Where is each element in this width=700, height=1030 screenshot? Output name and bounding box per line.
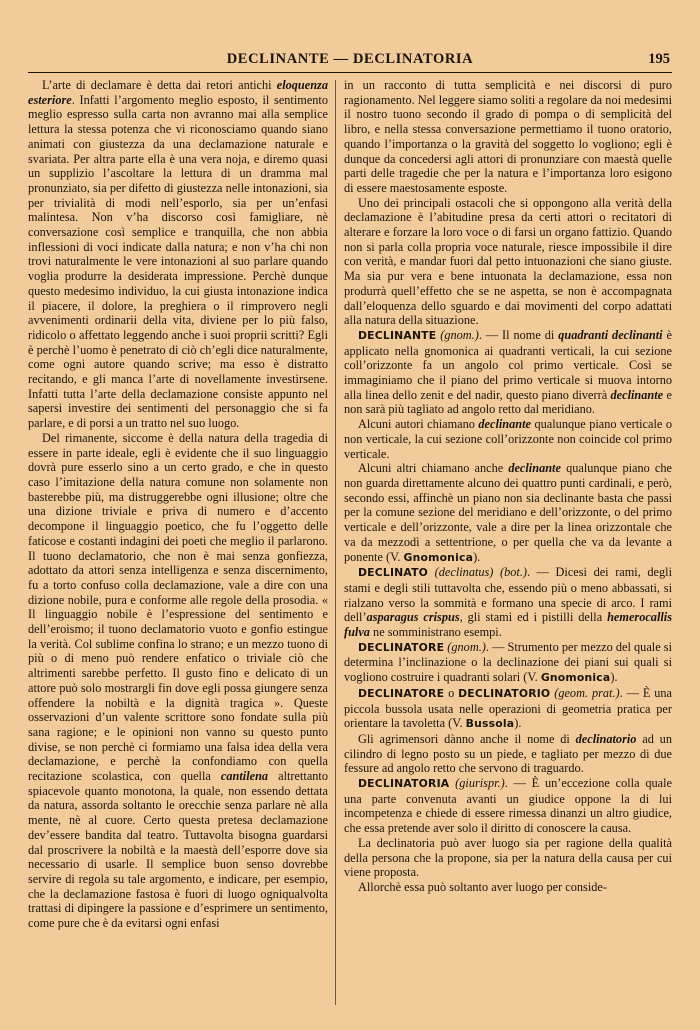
entry-term: DECLINATORIO <box>458 686 551 700</box>
paragraph: in un racconto di tutta semplicità e nei discorsi di puro ragionamento. Nel leggere siamo soliti a regolare da noi medesimi il nostro tuono secondo il grado di pompa o di semplicità del libro, e nella stessa conversazione permettiamo il tuono oratorio, quando l’importanza o la gravità del soggetto lo vogliono; egli è dunque da concedersi agli attori di pronunziare con maestà quelle parti delle tragedie che per la natura e l’importanza loro esigono di essere maestosamente esposte. <box>344 78 672 195</box>
text: L’arte di declamare è detta dai retori antichi <box>42 78 277 92</box>
entry-domain: (geom. prat.) <box>554 685 620 700</box>
text: . — È una piccola bussola usata nelle operazioni di geometria pratica per orientare la tavoletta (V. <box>344 685 672 731</box>
text: qualunque piano che non guarda direttamente alcuno dei quattro punti cardinali, e però, secondo essi, affinchè un piano non sia declinante basta che passi per la comune sezione del meridiano e dell’orizzonte, o del primo verticale e dell’orizzonte, vale a dire per la linea orizzontale che va da mezzodì a settentrione, o per quella che va da levante a ponente (V. <box>344 461 672 564</box>
cross-reference: Gnomonica <box>540 671 611 685</box>
text: . — Il nome di <box>478 327 559 342</box>
entry-declinante <box>344 328 672 417</box>
text: . — Strumento per mezzo del quale si determina l’inclinazione o la declinazione dei piani sui quali si vogliono costruire i quadranti solari (V. <box>344 639 672 685</box>
column-divider <box>335 80 336 1005</box>
paragraph <box>344 732 672 776</box>
entry-domain: (gnom.) <box>447 639 486 654</box>
text: Alcuni altri chiamano anche <box>358 461 509 476</box>
italic-term: declinante <box>610 387 664 402</box>
text: , gli stami ed i pistilli della <box>459 610 608 625</box>
entry-declinatore <box>344 640 672 686</box>
paragraph: Uno dei principali ostacoli che si oppongono alla verità della declamazione è l’abitudine presa da certi attori o recitatori di alterare e forzare la loro voce o di farsi un organo fattizio. Quando non si parla colla propria voce naturale, riesce impossibile il dire con verità, e mandar fuori dal petto intuonazioni che siano giuste. Ma sia pur vera e bene intuonata la declamazione, essa non produrrà quell’effetto che se ne aspetta, se non è accompagnata dall’eloquenza dello sguardo e dai movimenti del corpo adattati alla natura della situazione. <box>344 195 672 328</box>
text: . Infatti l’argomento meglio esposto, il sentimento meglio espresso sulla carta non avranno mai alla semplice lettura la stessa potenza che vi riconosciamo quando siano animati con giustezza da una declamazione naturale e svariata. Per altra parte ella è una vera noja, e diremo quasi un supplizio l’ascoltare la lettura di un dramma mal pronunziato, sia per difetto di giustezza nelle intonazioni, sia per trivialità di modi nell’esporlo, sia per un’enfasi malintesa. Non v’ha discorso così famigliare, nè conversazione così semplice e tranquilla, che non abbia inflessioni di voci indicate dalla natura; e non v’ha chi non trovi naturalmente le vere intonazioni al suo parlare quando voglia produrre la desiderata impressione. Perchè dunque questo medesimo individuo, la cui giusta intonazione indica il piacere, il dolore, la preghiera o il rimprovero negli avvenimenti ordinarii della vita, diviene per lo più falso, ridicolo o affettato leggendo anche i suoi proprii scritti? Egli è perchè l’uomo è penetrato di ciò ch’egli dice naturalmente, come ogni autore quando scrive; ma esso è distratto recitando, e gli manca l’arte di novellamente investirsene. Infatti tutta l’arte della declamazione consiste appunto nel sapersi investire dei sentimenti del personaggio che si fa parlare, e di porsi a un tratto nel suo luogo. <box>28 92 328 431</box>
left-column <box>28 78 328 1008</box>
entry-declinatoria <box>344 776 672 836</box>
text: ). <box>610 670 618 685</box>
paragraph: Allorchè essa può soltanto aver luogo per conside- <box>358 879 607 894</box>
italic-term: hemerocallis fulva <box>344 610 672 640</box>
italic-term: declinatorio <box>575 731 637 746</box>
entry-term: DECLINATO <box>358 566 429 580</box>
text: qualunque piano verticale o non verticale, la cui sezione coll’orizzonte non coincide col primo verticale. <box>344 417 672 461</box>
paragraph <box>344 461 672 565</box>
text: Gli agrimensori dànno anche il nome di <box>358 731 576 746</box>
text: e non sarà più tagliato ad angolo retto dal meridiano. <box>344 387 672 417</box>
text: . — Dicesi dei rami, degli stami e degli stili tuttavolta che, essendo più o meno abbassati, si rialzano verso la sommità e formano una specie di arco. I rami dell’ <box>344 565 672 625</box>
text: Del rimanente, siccome è della natura della tragedia di essere in parte ideale, egli è evidente che il suo linguaggio dovrà pure esserlo sino a un certo grado, e che in questo caso l’imitazione della natura comune non solamente non basterebbe più, ma distruggerebbe ogni illusione; oltre che una dizione triviale e priva di numero e d’accento decompone il linguaggio poetico, che fu l’oggetto delle faticose e costanti indagini dei poeti che meglio il parlarono. Il tuono declamatorio, che non è mai senza gonfiezza, adottato da attori senza intelligenza e senza discernimento, fu a torto confuso colla declamazione, vale a dire con una dizione nobile, pura e conforme alle regole della prosodia. « Il linguaggio nobile è l’espressione del sentimento e dell’eroismo; il tuono declamatorio vuoto e gonfio estingue la verità. Col sublime confina lo strano; e un mezzo tuono di più o di meno può rendere enfatico o triviale ciò che altrimenti sarebbe perfetto. Il gusto fino e delicato di un attore può solo mostrargli fin dove egli possa giungere senza offendere la nobiltà e la dignità tragica ». Queste osservazioni d’un valente scrittore sono fondate sulla più sana ragione; e le opinioni non vanno su questo punto divise, se non perchè ci formiamo una falsa idea della vera declamazione, e perchè la confondiamo con quella recitazione scolastica, con quella <box>28 430 328 784</box>
entry-declinatorio <box>344 686 672 732</box>
entry-domain: (gnom.) <box>440 327 479 342</box>
entry-term: DECLINATORE <box>358 640 445 654</box>
italic-term: eloquenza esteriore <box>28 78 328 107</box>
entry-domain: (declinatus) (bot.) <box>434 565 527 580</box>
italic-term: asparagus crispus <box>366 610 460 625</box>
paragraph: La declinatoria può aver luogo sia per ragione della qualità della persona che la propone, sia per la natura della causa per cui viene proposta. <box>344 835 672 880</box>
text: ad un cilindro di legno posto su un piede, e tagliato per mezzo di due fessure ad angolo retto che servono di traguardo. <box>344 731 672 776</box>
text: o <box>444 685 459 700</box>
text: Alcuni autori chiamano <box>358 417 479 432</box>
text: . — È un’eccezione colla quale una parte convenuta avanti un giudice oppone la di lui incompetenza e chiede di essere rimessa dinanzi un altro giudice, che essa pretende aver solo il diritto di conoscere la causa. <box>344 776 672 836</box>
text: ). <box>473 549 481 564</box>
entry-domain: (giurispr.) <box>455 776 505 791</box>
entry-declinato <box>344 565 672 640</box>
text: è applicato nella gnomonica ai quadranti verticali, la cui sezione coll’orizzonte fa un angolo col primo verticale. Così se immaginiamo che il piano del primo verticale si muova intorno alla linea dello zenit e del nadir, questo piano diverrà <box>344 327 672 402</box>
text: ). <box>514 716 522 731</box>
header-rule <box>28 72 672 73</box>
cross-reference: Bussola <box>465 717 515 731</box>
entry-term: DECLINATORIA <box>358 777 450 791</box>
cross-reference: Gnomonica <box>403 550 474 564</box>
text: ne somministrano esempi. <box>369 625 502 640</box>
right-column <box>344 78 672 1008</box>
entry-term: DECLINATORE <box>358 686 445 700</box>
italic-term: quadranti declinanti <box>558 327 663 342</box>
italic-term: cantilena <box>220 769 269 784</box>
paragraph <box>344 417 672 461</box>
entry-term: DECLINANTE <box>358 328 437 342</box>
page-number: 195 <box>648 51 670 67</box>
italic-term: declinante <box>508 461 561 476</box>
header-title: DECLINANTE — DECLINATORIA <box>226 51 474 67</box>
italic-term: declinante <box>478 417 532 432</box>
running-header <box>28 48 672 72</box>
paragraph <box>28 78 328 431</box>
text: altrettanto spiacevole quanto monotona, la quale, non essendo dettata da natura, assorda soltanto le orecchie senza parlare nè alla mente, nè al cuore. Certo questa pretesa declamazione dev’essere bandita dal teatro. Tuttavolta bisogna guardarsi dal proscrivere la nobiltà e la maestà dell’esporre dove sia necessario di usarle. Il semplice buon senso dovrebbe servire di regola su tale argomento, e indicare, per esempio, che la declamazione fastosa è fuori di luogo ogniqualvolta trattasi di dipingere la passione e d’esprimere un sentimento, come pure che è da evitarsi ogni enfasi <box>28 769 328 931</box>
paragraph <box>28 431 328 931</box>
